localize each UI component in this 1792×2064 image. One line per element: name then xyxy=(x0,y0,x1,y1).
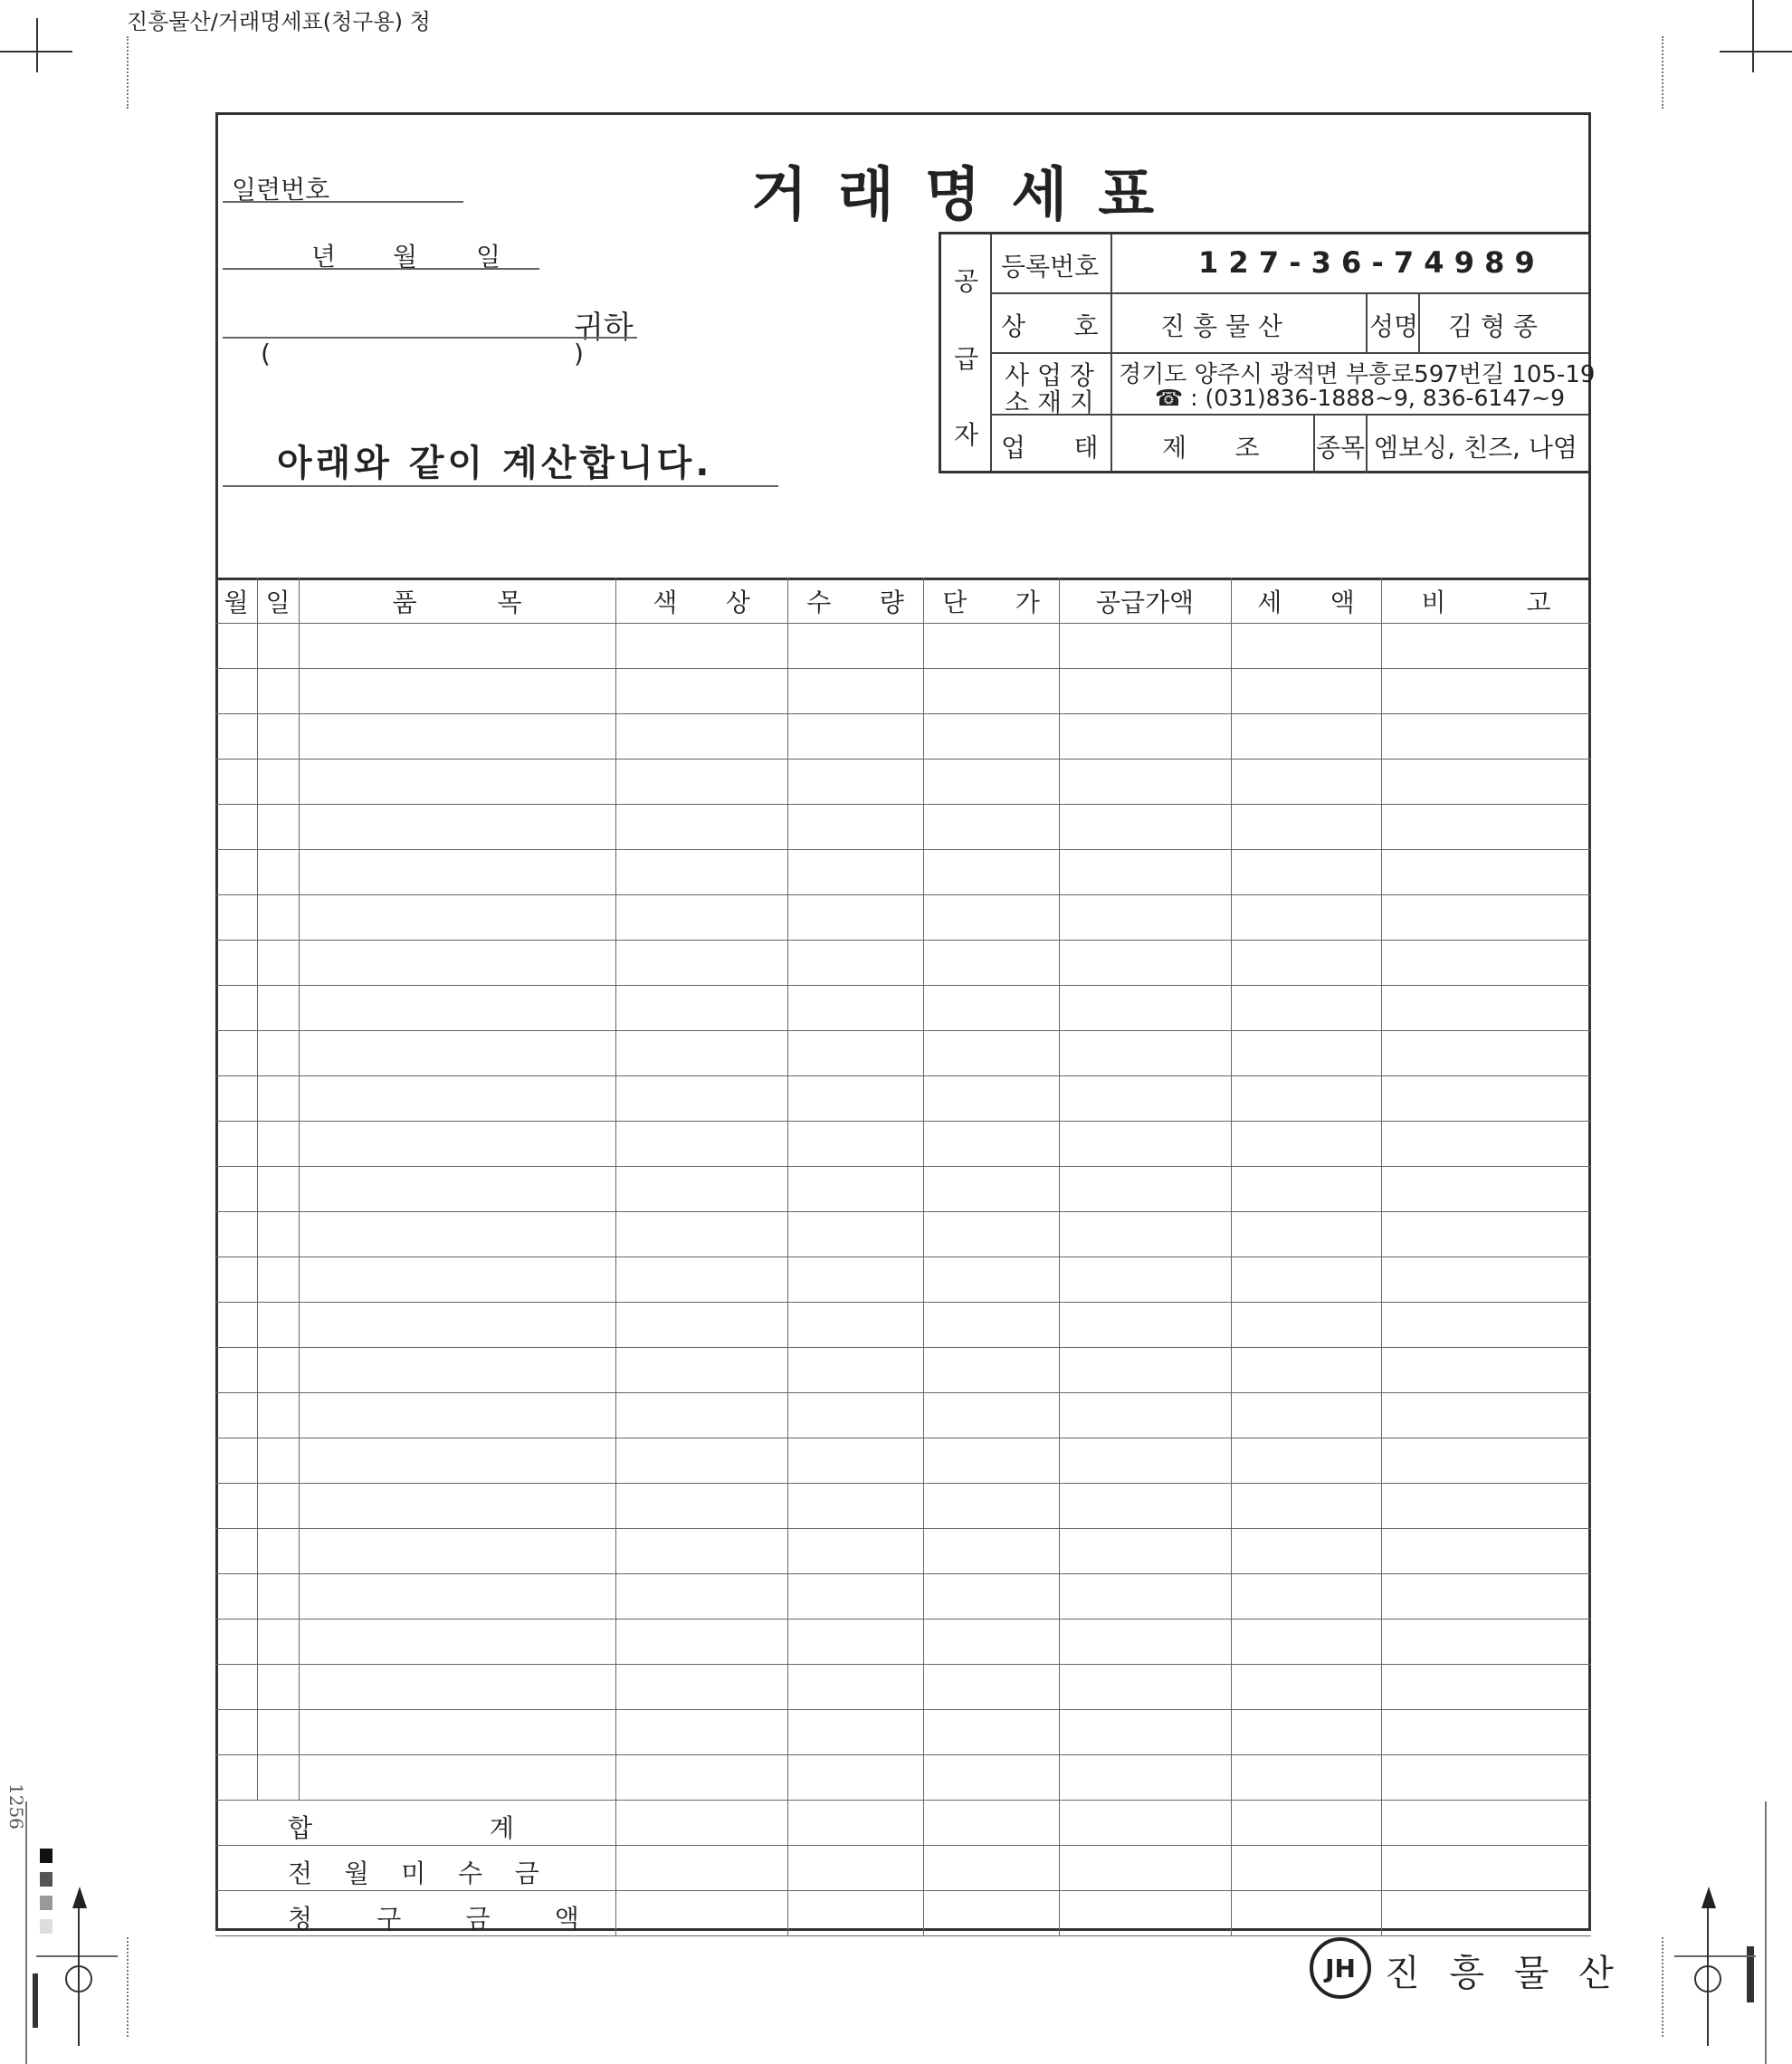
supplier-side-label: 공 xyxy=(954,266,979,296)
column-header: 수 량 xyxy=(806,588,904,617)
table-row-line xyxy=(215,713,1591,714)
recipient-suffix: 귀하 xyxy=(574,310,634,346)
address-value: 경기도 양주시 광적면 부흥로597번길 105-19 xyxy=(1119,361,1596,388)
color-swatch xyxy=(40,1849,52,1863)
column-header: 품 목 xyxy=(392,588,522,617)
table-row-line xyxy=(215,1483,1591,1484)
company-name-value: 진 흥 물 산 xyxy=(1160,311,1282,341)
color-swatch xyxy=(40,1896,52,1910)
table-column-line xyxy=(1231,578,1232,1935)
table-row-line xyxy=(215,1302,1591,1303)
supplier-side-label: 자 xyxy=(954,420,979,450)
table-row-line xyxy=(215,1573,1591,1574)
table-row-line xyxy=(215,1664,1591,1665)
table-row-line xyxy=(215,1075,1591,1076)
summary-row-label: 합 계 xyxy=(288,1813,514,1843)
column-header: 세 액 xyxy=(1257,588,1355,617)
table-column-line xyxy=(257,578,258,1800)
statement-text: 아래와 같이 계산합니다. xyxy=(277,443,713,484)
table-column-line xyxy=(1059,578,1060,1935)
crop-mark xyxy=(1765,1801,1767,2064)
table-row-line xyxy=(215,759,1591,760)
company-name-label: 상 호 xyxy=(1001,311,1099,341)
table-row-line xyxy=(215,894,1591,895)
table-row-line xyxy=(215,1121,1591,1122)
table-row-line xyxy=(215,940,1591,941)
crop-mark xyxy=(36,18,38,72)
table-row-line xyxy=(215,1528,1591,1529)
table-row-line xyxy=(215,1800,1591,1801)
color-swatch xyxy=(40,1872,52,1887)
color-swatch xyxy=(40,1919,52,1934)
side-code: 1256 xyxy=(5,1783,27,1830)
table-column-line xyxy=(923,578,924,1935)
summary-row-label: 청 구 금 액 xyxy=(288,1904,579,1934)
biz-type-label: 업 태 xyxy=(1001,433,1099,463)
table-row-line xyxy=(215,1030,1591,1031)
supplier-side-label: 급 xyxy=(954,344,979,374)
representative-value: 김 형 종 xyxy=(1448,311,1538,341)
column-header: 비 고 xyxy=(1421,588,1551,617)
table-row-line xyxy=(215,849,1591,850)
document-header-label: 진흥물산/거래명세표(청구용) 청 xyxy=(127,9,431,34)
column-header: 일 xyxy=(265,588,291,617)
table-header-border xyxy=(215,623,1591,624)
summary-row-label: 전 월 미 수 금 xyxy=(288,1859,539,1888)
date-year-label: 년 xyxy=(311,242,337,272)
column-header: 색 상 xyxy=(653,588,750,617)
crop-mark xyxy=(1752,0,1754,72)
address-label: 소 재 지 xyxy=(1005,387,1094,417)
table-row-line xyxy=(215,1211,1591,1212)
table-column-line xyxy=(615,578,616,1935)
date-underline xyxy=(223,268,539,270)
table-column-line xyxy=(1381,578,1382,1935)
crop-mark xyxy=(36,1955,118,1957)
registration-circle-icon xyxy=(65,1965,92,1992)
table-row-line xyxy=(215,1166,1591,1167)
perforation-line xyxy=(127,36,129,109)
table-row-line xyxy=(215,1890,1591,1891)
crop-mark xyxy=(1720,51,1792,53)
crop-mark xyxy=(25,1801,27,2064)
date-day-label: 일 xyxy=(476,242,501,272)
company-logo xyxy=(1310,1937,1371,1999)
supplier-box xyxy=(939,232,1596,473)
paren-close: ) xyxy=(574,339,584,368)
company-logo-mark: JH xyxy=(1325,1953,1356,1983)
table-row-line xyxy=(215,1754,1591,1755)
date-month-label: 월 xyxy=(393,242,418,272)
table-row-line xyxy=(215,668,1591,669)
table-row-line xyxy=(215,1845,1591,1846)
reg-no-value: 1 2 7 - 3 6 - 7 4 9 8 9 xyxy=(1198,245,1535,280)
crop-mark xyxy=(1674,1955,1756,1957)
biz-type-value: 제 조 xyxy=(1162,433,1260,463)
paren-open: ( xyxy=(261,339,271,368)
perforation-line xyxy=(1662,1937,1663,2037)
perforation-line xyxy=(127,1937,129,2037)
form-title: 거래명세표 xyxy=(751,162,1186,229)
serial-underline xyxy=(223,201,463,203)
table-row-line xyxy=(215,1392,1591,1393)
table-row-line xyxy=(215,1935,1591,1936)
registration-circle-icon xyxy=(1694,1965,1721,1992)
representative-label: 성명 xyxy=(1369,311,1419,341)
table-row-line xyxy=(215,1709,1591,1710)
biz-item-label: 종목 xyxy=(1316,433,1366,463)
column-header: 공급가액 xyxy=(1095,588,1195,617)
perforation-line xyxy=(1662,36,1663,109)
table-column-line xyxy=(787,578,788,1935)
table-column-line xyxy=(299,578,300,1800)
footer-company-name: 진 흥 물 산 xyxy=(1385,1953,1623,1994)
arrow-up-icon xyxy=(1701,1887,1716,1908)
crop-mark xyxy=(33,1973,38,2028)
table-row-line xyxy=(215,1619,1591,1620)
table-row-line xyxy=(215,1347,1591,1348)
address-label: 사 업 장 xyxy=(1005,360,1094,390)
biz-item-value: 엠보싱, 친즈, 나염 xyxy=(1374,433,1578,463)
statement-underline xyxy=(223,485,778,487)
column-header: 월 xyxy=(224,588,249,617)
phone-value: ☎ : (031)836-1888~9, 836-6147~9 xyxy=(1155,385,1566,411)
arrow-up-icon xyxy=(72,1887,87,1908)
column-header: 단 가 xyxy=(942,588,1040,617)
table-row-line xyxy=(215,804,1591,805)
table-row-line xyxy=(215,985,1591,986)
serial-label: 일련번호 xyxy=(232,175,330,205)
reg-no-label: 등록번호 xyxy=(1001,252,1100,282)
